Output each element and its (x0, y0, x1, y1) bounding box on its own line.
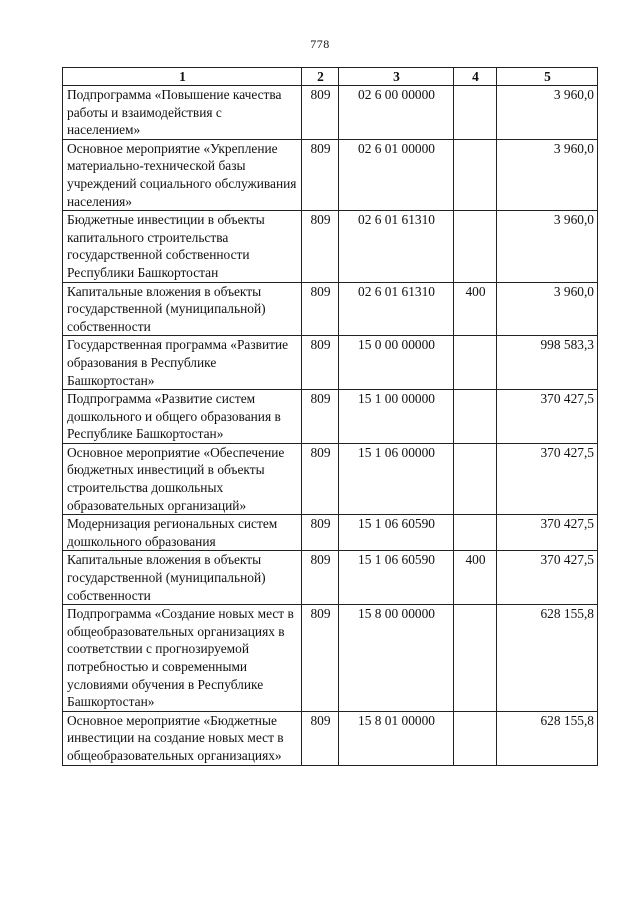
row-expense-type (454, 711, 497, 765)
page-number: 778 (310, 37, 330, 51)
row-ministry-code: 809 (302, 515, 339, 551)
row-name: Подпрограмма «Повышение качества работы и взаимодействия с населением» (63, 86, 302, 140)
row-amount: 998 583,3 (497, 336, 598, 390)
row-ministry-code: 809 (302, 551, 339, 605)
table-row (63, 390, 598, 444)
row-target-article: 15 8 01 00000 (339, 711, 454, 765)
header-col-5: 5 (497, 68, 598, 86)
row-amount: 370 427,5 (497, 551, 598, 605)
row-amount: 3 960,0 (497, 282, 598, 336)
header-col-1: 1 (63, 68, 302, 86)
row-ministry-code: 809 (302, 711, 339, 765)
row-amount: 370 427,5 (497, 515, 598, 551)
row-target-article: 15 0 00 00000 (339, 336, 454, 390)
header-row (63, 68, 598, 86)
row-name: Основное мероприятие «Обеспечение бюджетных инвестиций в объекты строительства дошкольных образовательных организаций» (63, 443, 302, 514)
row-ministry-code: 809 (302, 336, 339, 390)
row-ministry-code: 809 (302, 605, 339, 712)
row-ministry-code: 809 (302, 86, 339, 140)
row-name: Капитальные вложения в объекты государственной (муниципальной) собственности (63, 282, 302, 336)
header-col-4: 4 (454, 68, 497, 86)
row-name: Капитальные вложения в объекты государственной (муниципальной) собственности (63, 551, 302, 605)
row-amount: 3 960,0 (497, 139, 598, 210)
row-expense-type (454, 139, 497, 210)
row-expense-type (454, 86, 497, 140)
row-expense-type (454, 211, 497, 282)
table-row (63, 515, 598, 551)
row-amount: 628 155,8 (497, 605, 598, 712)
header-col-3: 3 (339, 68, 454, 86)
row-amount: 370 427,5 (497, 443, 598, 514)
row-name: Государственная программа «Развитие образования в Республике Башкортостан» (63, 336, 302, 390)
row-target-article: 15 8 00 00000 (339, 605, 454, 712)
table-row (63, 139, 598, 210)
row-ministry-code: 809 (302, 139, 339, 210)
row-name: Модернизация региональных систем дошкольного образования (63, 515, 302, 551)
row-target-article: 02 6 00 00000 (339, 86, 454, 140)
row-ministry-code: 809 (302, 390, 339, 444)
row-target-article: 15 1 06 60590 (339, 515, 454, 551)
row-expense-type (454, 515, 497, 551)
table-row (63, 711, 598, 765)
table-row (63, 211, 598, 282)
row-name: Бюджетные инвестиции в объекты капитального строительства государственной собственности Республики Башкортостан (63, 211, 302, 282)
row-target-article: 15 1 06 60590 (339, 551, 454, 605)
row-expense-type (454, 605, 497, 712)
row-name: Основное мероприятие «Укрепление материально-технической базы учреждений социального обслуживания населения» (63, 139, 302, 210)
row-target-article: 15 1 00 00000 (339, 390, 454, 444)
row-amount: 628 155,8 (497, 711, 598, 765)
row-amount: 3 960,0 (497, 86, 598, 140)
row-expense-type (454, 336, 497, 390)
table-row (63, 336, 598, 390)
row-name: Подпрограмма «Создание новых мест в общеобразовательных организациях в соответствии с прогнозируемой потребностью и современными условиями обучения в Республике Башкортостан» (63, 605, 302, 712)
row-target-article: 02 6 01 00000 (339, 139, 454, 210)
row-ministry-code: 809 (302, 282, 339, 336)
budget-table (62, 67, 598, 766)
row-name: Подпрограмма «Развитие систем дошкольного и общего образования в Республике Башкортостан» (63, 390, 302, 444)
table-row (63, 86, 598, 140)
table-row (63, 551, 598, 605)
row-expense-type: 400 (454, 282, 497, 336)
table-row (63, 282, 598, 336)
row-expense-type: 400 (454, 551, 497, 605)
row-target-article: 02 6 01 61310 (339, 282, 454, 336)
table-row (63, 605, 598, 712)
row-name: Основное мероприятие «Бюджетные инвестиции на создание новых мест в общеобразовательных организациях» (63, 711, 302, 765)
row-amount: 370 427,5 (497, 390, 598, 444)
row-target-article: 15 1 06 00000 (339, 443, 454, 514)
table-body (63, 86, 598, 766)
header-col-2: 2 (302, 68, 339, 86)
row-ministry-code: 809 (302, 211, 339, 282)
row-ministry-code: 809 (302, 443, 339, 514)
row-expense-type (454, 390, 497, 444)
row-target-article: 02 6 01 61310 (339, 211, 454, 282)
row-amount: 3 960,0 (497, 211, 598, 282)
table-row (63, 443, 598, 514)
row-expense-type (454, 443, 497, 514)
